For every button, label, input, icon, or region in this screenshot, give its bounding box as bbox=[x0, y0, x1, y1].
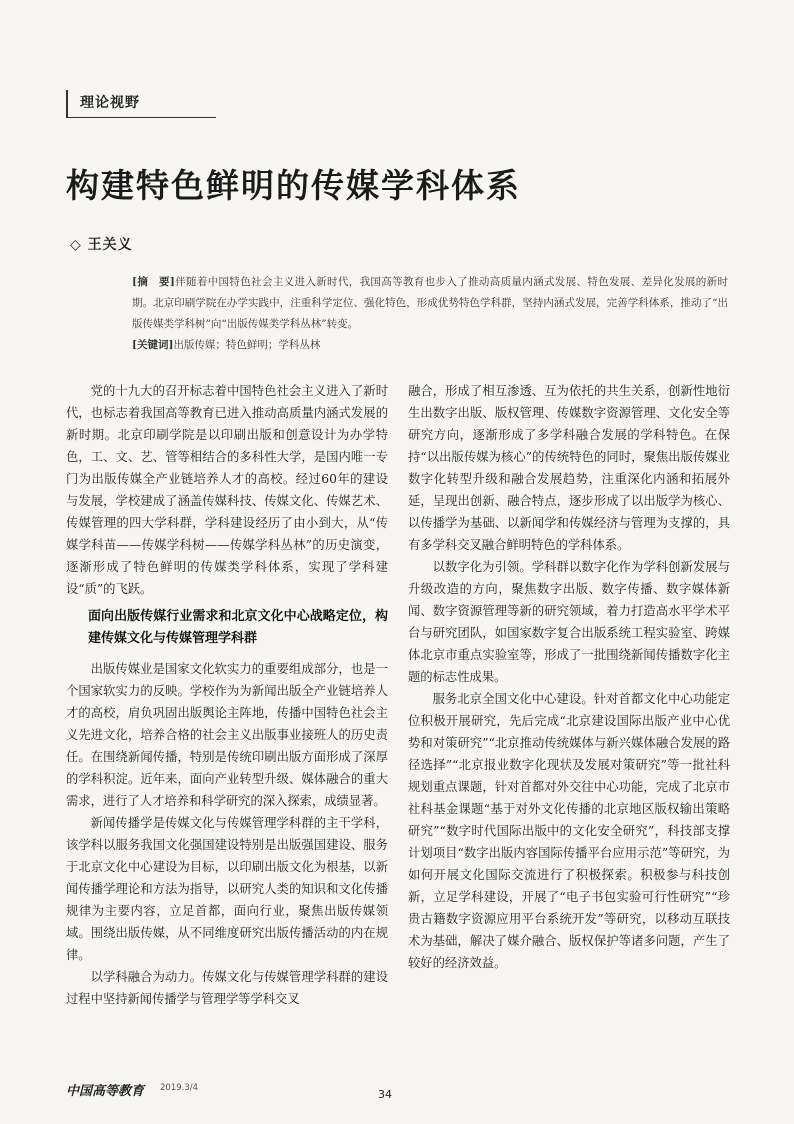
keywords-text: 出版传媒；特色鲜明；学科丛林 bbox=[173, 339, 321, 351]
abstract-label: [摘 要] bbox=[132, 276, 175, 288]
journal-logo: 中国高等教育 bbox=[66, 1084, 145, 1099]
body-paragraph: 服务北京全国文化中心建设。针对首都文化中心功能定位积极开展研究，先后完成“北京建设国际出版产业中心优势和对策研究”“北京推动传统媒体与新兴媒体融合发展的路径选择”“北京报业数字化现状及发展对策研究”等一批社科规划重点课题，针对首都对外交往中心功能，完成了北京市社科基金课题“基于对外文化传播的北京地区版权输出策略研究”“数字时代国际出版中的文化安全研究”，科技部支撑计划项目“数字出版内容国际传播平台应用示范”等研究，为如何开展文化国际交流进行了积极探索。积极参与科技创新，立足学科建设，开展了“电子书包实验可行性研究”“珍贵古籍数字资源应用平台系统开发”等研究，以移动互联技术为基础，解决了媒介融合、版权保护等诸多问题，产生了较好的经济效益。 bbox=[408, 692, 730, 970]
body-paragraph: 融合，形成了相互渗透、互为依托的共生关系，创新性地衍生出数字出版、版权管理、传媒数字资源管理、文化安全等研究方向，逐渐形成了多学科融合发展的学科特色。在保持“以出版传媒为核心”的传统特色的同时，聚焦出版传媒业数字化转型升级和融合发展趋势，注重深化内涵和拓展外延，呈现出创新、融合特点，逐步形成了以出版学为核心、以传播学为基础、以新闻学和传媒经济与管理为支撑的，具有多学科交叉融合鲜明特色的学科体系。 bbox=[408, 384, 730, 552]
section-heading: 面向出版传媒行业需求和北京文化中心战略定位，构建传媒文化与传媒管理学科群 bbox=[88, 609, 388, 646]
issue-date: 2019.3/4 bbox=[160, 1083, 199, 1093]
abstract-text: 伴随着中国特色社会主义进入新时代，我国高等教育也步入了推动高质量内涵式发展、特色发展、差异化发展的新时期。北京印刷学院在办学实践中，注重科学定位、强化特色，形成优势特色学科群，坚持内涵式发展，完善学科体系，推动了“出版传媒类学科树”向“出版传媒类学科丛林”转变。 bbox=[132, 276, 729, 330]
abstract-block bbox=[132, 272, 728, 356]
section-tag bbox=[66, 90, 216, 118]
abstract bbox=[132, 272, 728, 335]
body-paragraph: 以数字化为引领。学科群以数字化作为学科创新发展与升级改造的方向，聚焦数字出版、数字传播、数字媒体新闻、数字资源管理等新的研究领域，着力打造高水平学术平台与研究团队，如国家数字复合出版系统工程实验室、跨媒体北京市重点实验室等，形成了一批围绕新闻传播数字化主题的标志性成果。 bbox=[408, 560, 730, 684]
page-number: 34 bbox=[378, 1088, 392, 1101]
section-tag-label: 理论视野 bbox=[80, 95, 140, 111]
article-author: ◇ 王关义 bbox=[70, 237, 133, 253]
body-paragraph: 以学科融合为动力。传媒文化与传媒管理学科群的建设过程中坚持新闻传播学与管理学等学科交叉 bbox=[66, 970, 388, 1006]
keywords-label: [关键词] bbox=[132, 339, 174, 351]
right-column bbox=[408, 380, 730, 974]
keywords bbox=[132, 335, 728, 356]
body-paragraph: 出版传媒业是国家文化软实力的重要组成部分，也是一个国家软实力的反映。学校作为为新闻出版全产业链培养人才的高校，肩负巩固出版舆论主阵地，传播中国特色社会主义先进文化，培养合格的社会主义出版事业接班人的历史责任。在围绕新闻传播，特别是传统印刷出版方面形成了深厚的学科积淀。近年来，面向产业转型升级、媒体融合的重大需求，进行了人才培养和科学研究的深入探索，成绩显著。 bbox=[66, 662, 388, 808]
body-columns bbox=[66, 380, 730, 1010]
body-paragraph: 新闻传播学是传媒文化与传媒管理学科群的主干学科，该学科以服务我国文化强国建设特别是出版强国建设、服务于北京文化中心建设为目标，以印刷出版文化为根基，以新闻传播学理论和方法为指导，以研究人类的知识和文化传播规律为主要内容，立足首都，面向行业，聚焦出版传媒领域。围绕出版传媒，从不同维度研究出版传播活动的内在规律。 bbox=[66, 816, 388, 962]
left-column bbox=[66, 380, 388, 1010]
body-paragraph: 党的十九大的召开标志着中国特色社会主义进入了新时代，也标志着我国高等教育已进入推动高质量内涵式发展的新时期。北京印刷学院是以印刷出版和创意设计为办学特色，工、文、艺、管等相结合的多科性大学，是国内唯一专门为出版传媒全产业链培养人才的高校。经过60年的建设与发展，学校建成了涵盖传媒科技、传媒文化、传媒艺术、传媒管理的四大学科群，学科建设经历了由小到大，从“传媒学科苗——传媒学科树——传媒学科丛林”的历史演变，逐渐形成了特色鲜明的传媒类学科体系，实现了学科建设“质”的飞跃。 bbox=[66, 384, 388, 596]
article-title: 构建特色鲜明的传媒学科体系 bbox=[66, 166, 521, 205]
